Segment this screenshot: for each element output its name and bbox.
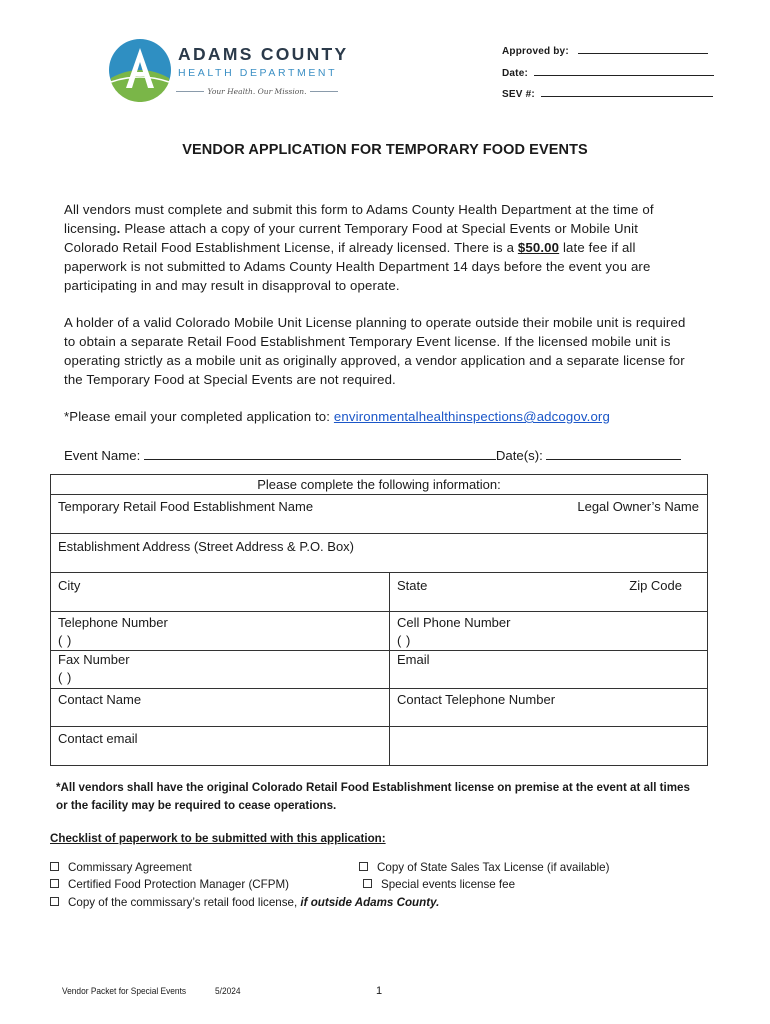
checklist-title: Checklist of paperwork to be submitted with this application: xyxy=(50,832,386,845)
checklist-item[interactable] xyxy=(359,861,609,874)
late-fee-amount: $50.00 xyxy=(517,240,560,255)
contact-phone-label: Contact Telephone Number xyxy=(397,692,556,707)
checklist-label: Special events license fee xyxy=(381,878,516,891)
approved-by-blank[interactable] xyxy=(578,43,708,54)
approved-by-label: Approved by: xyxy=(502,46,569,57)
checklist-label: Commissary Agreement xyxy=(68,861,192,874)
vendor-info-table xyxy=(50,474,708,766)
event-dates-label: Date(s): xyxy=(495,448,547,463)
contact-email-cell[interactable] xyxy=(50,726,390,766)
intro-period: . xyxy=(116,221,121,236)
checkbox[interactable] xyxy=(50,862,59,871)
email-label: Email xyxy=(397,652,430,667)
email-cell[interactable] xyxy=(389,650,708,689)
event-dates-blank[interactable] xyxy=(546,445,681,460)
state-label: State xyxy=(397,578,428,593)
intro-paragraph-2: A holder of a valid Colorado Mobile Unit License planning to operate outside their mobile unit is required to obtain a separate Retail Food Establishment Temporary Event license. If the licensed mobile unit is operating strictly as a mobile unit as originally approved, a vendor application and a separate license for the Temporary Food at Special Events are not required. xyxy=(64,315,686,387)
checklist-item[interactable] xyxy=(363,878,515,891)
city-cell[interactable] xyxy=(50,572,390,612)
checkbox[interactable] xyxy=(359,862,368,871)
checklist-item[interactable] xyxy=(50,896,439,909)
intro-text: Please attach a copy of your current Temporary Food at Special Events or Mobile Unit Colorado Retail Food Establishment License, if already licensed. There is a xyxy=(64,221,639,255)
telephone-cell[interactable] xyxy=(50,611,390,651)
contact-name-cell[interactable] xyxy=(50,688,390,727)
address-label: Establishment Address (Street Address & P.O. Box) xyxy=(58,539,355,554)
org-name: ADAMS COUNTY xyxy=(178,44,349,64)
checklist-label: Copy of the commissary’s retail food license, xyxy=(68,896,301,909)
contact-phone-cell[interactable] xyxy=(389,688,708,727)
address-cell[interactable] xyxy=(50,533,708,573)
date-field[interactable] xyxy=(502,65,714,79)
telephone-area-code: ( ) xyxy=(58,633,72,648)
state-zip-cell[interactable] xyxy=(389,572,708,612)
checkbox[interactable] xyxy=(50,897,59,906)
email-link[interactable]: environmentalhealthinspections@adcogov.org xyxy=(333,409,610,424)
sev-blank[interactable] xyxy=(541,86,713,97)
tagline: Your Health. Our Mission. xyxy=(207,87,307,96)
zip-label: Zip Code xyxy=(629,578,682,593)
org-department: HEALTH DEPARTMENT xyxy=(178,67,338,79)
intro-text: All vendors must complete and submit this form to Adams County Health Department at the time of licensing xyxy=(64,202,654,236)
divider xyxy=(310,91,338,92)
adams-county-logo xyxy=(108,38,172,102)
checklist-item[interactable] xyxy=(50,861,192,874)
divider xyxy=(176,91,204,92)
checklist-label: Copy of State Sales Tax License (if available) xyxy=(377,861,610,874)
owner-name-label: Legal Owner’s Name xyxy=(577,499,699,514)
sev-label: SEV #: xyxy=(502,89,535,100)
page-number: 1 xyxy=(376,985,383,997)
checklist-item[interactable] xyxy=(50,878,289,891)
checkbox[interactable] xyxy=(363,879,372,888)
fax-area-code: ( ) xyxy=(58,670,72,685)
approved-by-field[interactable] xyxy=(502,43,708,57)
email-instruction xyxy=(64,407,689,426)
footer-date: 5/2024 xyxy=(215,986,241,997)
checklist-label: Certified Food Protection Manager (CFPM) xyxy=(68,878,290,891)
table-heading: Please complete the following information: xyxy=(257,477,501,492)
cell-phone-label: Cell Phone Number xyxy=(397,615,511,630)
contact-email-value-cell[interactable] xyxy=(389,726,708,766)
event-row xyxy=(64,445,704,463)
tagline-row xyxy=(176,87,338,96)
event-name-blank[interactable] xyxy=(144,445,496,460)
establishment-name-cell[interactable] xyxy=(50,494,708,534)
cell-area-code: ( ) xyxy=(397,633,411,648)
cell-phone-cell[interactable] xyxy=(389,611,708,651)
checkbox[interactable] xyxy=(50,879,59,888)
date-label: Date: xyxy=(502,68,529,79)
table-heading-row xyxy=(50,474,708,495)
date-blank[interactable] xyxy=(534,65,714,76)
intro-paragraph-1 xyxy=(64,200,689,295)
telephone-label: Telephone Number xyxy=(58,615,168,630)
event-name-label: Event Name: xyxy=(64,448,144,463)
license-notice: *All vendors shall have the original Colorado Retail Food Establishment license on premise at the event at all times or the facility may be required to cease operations. xyxy=(56,781,690,812)
establishment-name-label: Temporary Retail Food Establishment Name xyxy=(58,499,314,514)
intro-text: late fee if all paperwork is not submitted to Adams County Health Department 14 days before the event you are participating in and may result in disapproval to operate. xyxy=(64,240,651,293)
contact-email-label: Contact email xyxy=(58,731,138,746)
footer-doc-name: Vendor Packet for Special Events xyxy=(62,986,187,997)
fax-cell[interactable] xyxy=(50,650,390,689)
city-label: City xyxy=(58,578,81,593)
contact-name-label: Contact Name xyxy=(58,692,142,707)
page-title: VENDOR APPLICATION FOR TEMPORARY FOOD EVENTS xyxy=(182,142,588,158)
checklist-emphasis: if outside Adams County. xyxy=(300,896,440,909)
sev-field[interactable] xyxy=(502,86,713,100)
email-prompt: *Please email your completed application to: xyxy=(64,409,334,424)
fax-label: Fax Number xyxy=(58,652,130,667)
